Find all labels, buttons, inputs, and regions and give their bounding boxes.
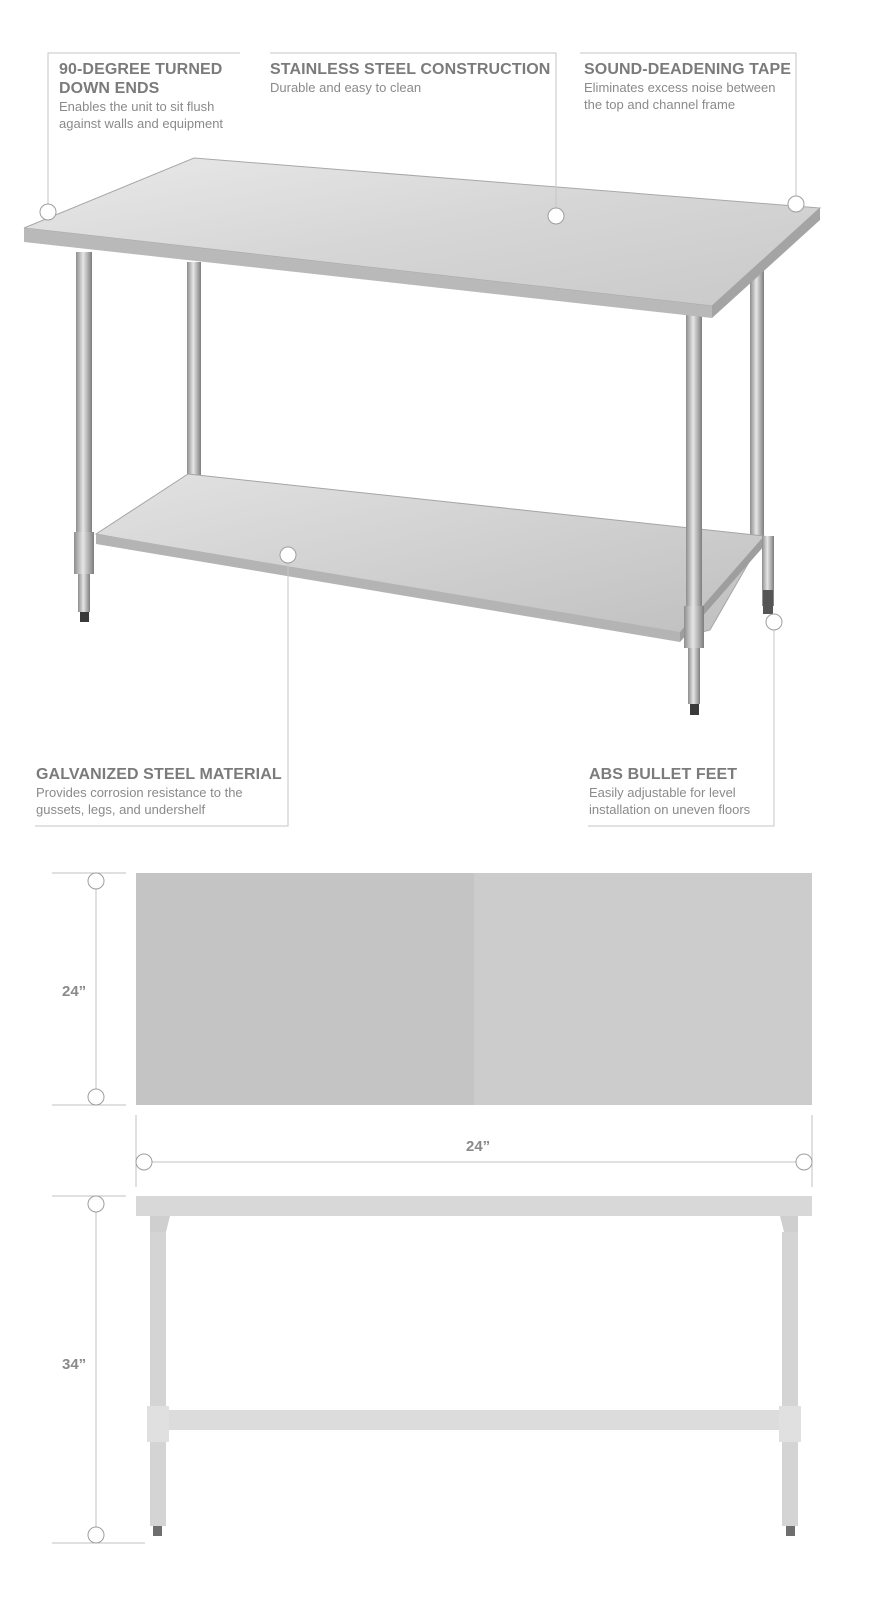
bullet-foot xyxy=(80,612,89,622)
callout-title: ABS BULLET FEET xyxy=(589,766,738,783)
callout-feet xyxy=(589,765,779,818)
table-3d xyxy=(24,158,820,715)
callout-title: GALVANIZED STEEL MATERIAL xyxy=(36,766,282,783)
callout-stainless xyxy=(270,60,560,96)
callout-description: Easily adjustable for level installation on uneven floors xyxy=(589,785,751,817)
bullet-foot xyxy=(690,704,699,715)
callout-title: SOUND-DEADENING TAPE xyxy=(584,61,792,78)
depth-label: 24” xyxy=(62,983,87,1000)
callout-title: STAINLESS STEEL CONSTRUCTION xyxy=(270,61,551,78)
callout-description: Enables the unit to sit flush against walls and equipment xyxy=(59,99,224,131)
side-view xyxy=(136,1196,812,1536)
callout-description: Provides corrosion resistance to the gussets, legs, and undershelf xyxy=(36,785,243,817)
callout-tape xyxy=(584,60,794,113)
front-right-leg xyxy=(686,308,702,624)
height-label: 34” xyxy=(62,1356,87,1373)
top-view xyxy=(136,873,812,1105)
callout-turned-ends xyxy=(59,60,244,132)
callout-title: 90-DEGREE TURNED DOWN ENDS xyxy=(59,61,223,97)
callout-galvanized xyxy=(36,765,286,818)
width-label: 24” xyxy=(466,1138,491,1155)
leader-lines xyxy=(35,53,796,826)
callout-description: Durable and easy to clean xyxy=(270,80,422,95)
back-right-leg xyxy=(750,262,764,540)
back-left-leg xyxy=(187,262,201,480)
front-left-leg xyxy=(76,252,92,556)
callout-description: Eliminates excess noise between the top and channel frame xyxy=(584,80,776,112)
